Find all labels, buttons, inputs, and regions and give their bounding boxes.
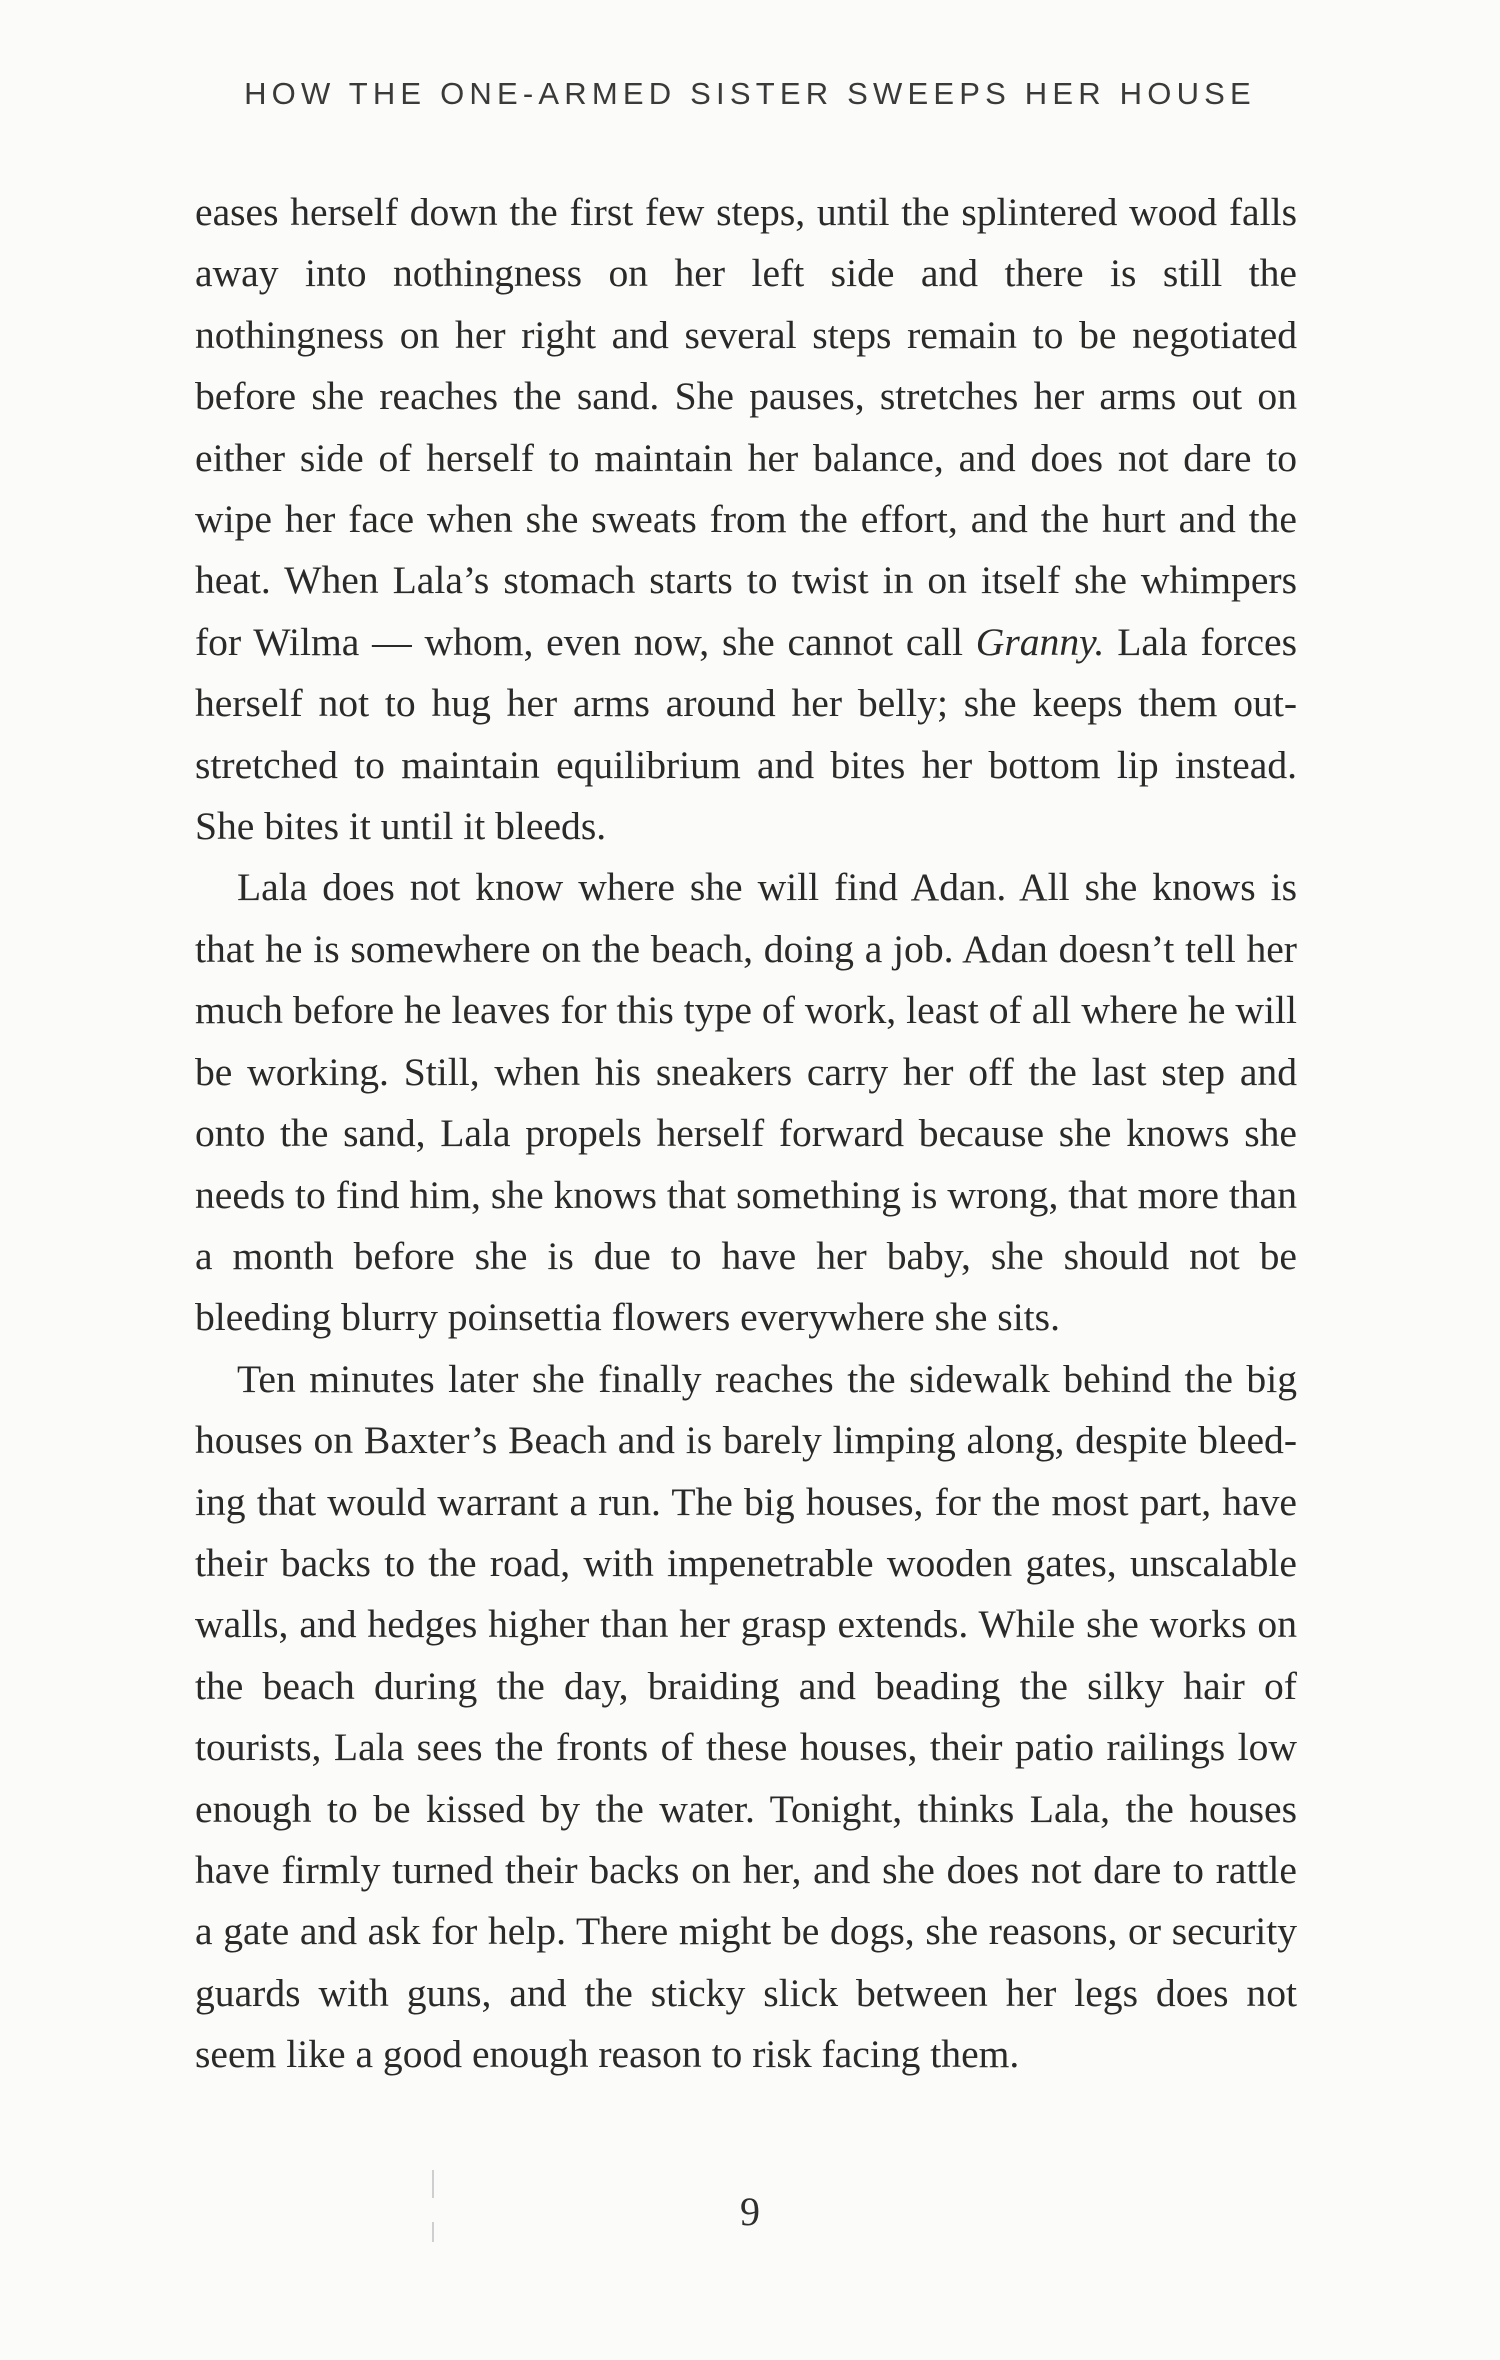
scan-mark	[432, 2222, 434, 2242]
body-text	[195, 182, 1297, 2086]
paragraph: Lala does not know where she will find Adan. All she knows is that he is somewhere on the beach, doing a job. Adan doesn’t tell her much before he leaves for this type of work, least of all where he will be working. Still, when his sneakers carry her off the last step and onto the sand, Lala propels herself forward because she knows she needs to find him, she knows that something is wrong, that more than a month before she is due to have her baby, she should not be bleeding blurry poinsettia flowers everywhere she sits.	[195, 865, 1297, 1340]
running-head: HOW THE ONE-ARMED SISTER SWEEPS HER HOUSE	[244, 76, 1256, 111]
emphasized-word: Granny.	[975, 619, 1105, 664]
page-number: 9	[740, 2189, 760, 2234]
paragraph: Ten minutes later she finally reaches the sidewalk behind the big houses on Baxter’s Beach and is barely limping along, despite bleeding that would warrant a run. The big houses, for the most part, have their backs to the road, with impenetrable wooden gates, unscalable walls, and hedges higher than her grasp extends. While she works on the beach during the day, braiding and beading the silky hair of tourists, Lala sees the fronts of these houses, their patio railings low enough to be kissed by the water. Tonight, thinks Lala, the houses have firmly turned their backs on her, and she does not dare to rattle a gate and ask for help. There might be dogs, she reasons, or security guards with guns, and the sticky slick between her legs does not seem like a good enough reason to risk facing them.	[195, 1356, 1297, 2077]
paragraph-text: Lala forces herself not to hug her arms around her belly; she keeps them outstretched to maintain equilibrium and bites her bottom lip instead. She bites it until it bleeds.	[195, 619, 1298, 849]
paragraph-text: eases herself down the first few steps, until the splintered wood falls away into nothingness on her left side and there is still the nothingness on her right and several steps remain to be negotiated before she reaches the sand. She pauses, stretches her arms out on either side of herself to maintain her balance, and does not dare to wipe her face when she sweats from the effort, and the hurt and the heat. When Lala’s stomach starts to twist in on itself she whimpers for Wilma — whom, even now, she cannot call	[195, 190, 1297, 664]
paragraph-continued	[195, 182, 1297, 857]
scan-mark	[432, 2170, 434, 2198]
